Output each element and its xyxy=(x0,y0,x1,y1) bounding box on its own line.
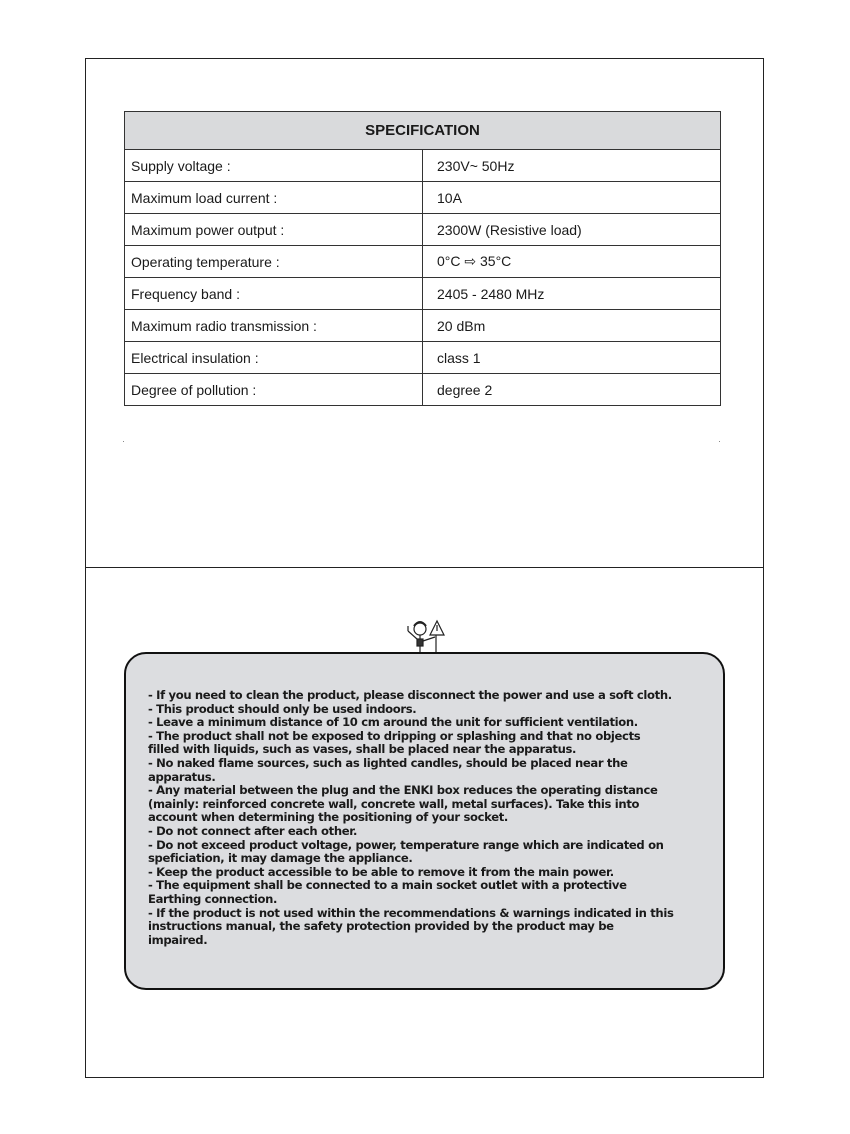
warning-line: - Leave a minimum distance of 10 cm around the unit for sufficient ventilation. xyxy=(148,715,638,730)
spec-row xyxy=(125,342,721,374)
spec-value: degree 2 xyxy=(423,374,721,406)
warning-line: (mainly: reinforced concrete wall, concrete wall, metal surfaces). Take this into xyxy=(148,796,640,811)
spec-row xyxy=(125,278,721,310)
spec-label: Maximum radio transmission : xyxy=(125,310,423,342)
spec-value: 10A xyxy=(423,182,721,214)
spec-label: Degree of pollution : xyxy=(125,374,423,406)
spec-label: Electrical insulation : xyxy=(125,342,423,374)
spec-label: Supply voltage : xyxy=(125,150,423,182)
section-divider xyxy=(85,567,764,568)
specification-table xyxy=(124,111,721,406)
warning-line: instructions manual, the safety protection provided by the product may be xyxy=(148,919,614,934)
warning-line: apparatus. xyxy=(148,769,216,784)
specification-title: SPECIFICATION xyxy=(125,112,721,150)
mark xyxy=(123,441,124,442)
warning-line: - The equipment shall be connected to a main socket outlet with a protective xyxy=(148,878,627,893)
spec-row xyxy=(125,214,721,246)
warning-line: - If the product is not used within the recommendations & warnings indicated in this xyxy=(148,905,674,920)
spec-value: 230V~ 50Hz xyxy=(423,150,721,182)
spec-label: Maximum load current : xyxy=(125,182,423,214)
spec-label: Maximum power output : xyxy=(125,214,423,246)
mark xyxy=(719,441,720,442)
warning-line: - Any material between the plug and the ENKI box reduces the operating distance xyxy=(148,783,658,798)
spec-row xyxy=(125,310,721,342)
warning-line: - If you need to clean the product, please disconnect the power and use a soft cloth. xyxy=(148,688,672,702)
spec-row xyxy=(125,246,721,278)
warning-line: - Do not connect after each other. xyxy=(148,823,357,838)
warning-line: filled with liquids, such as vases, shall be placed near the apparatus. xyxy=(148,742,577,757)
warning-line: - Do not exceed product voltage, power, temperature range which are indicated on xyxy=(148,837,664,852)
spec-row xyxy=(125,182,721,214)
warning-line: - No naked flame sources, such as lighted candles, should be placed near the xyxy=(148,755,628,770)
spec-value: 0°C ⇨ 35°C xyxy=(423,246,721,278)
spec-label: Frequency band : xyxy=(125,278,423,310)
spec-row xyxy=(125,150,721,182)
spec-value: 2405 - 2480 MHz xyxy=(423,278,721,310)
warning-line: - This product should only be used indoors. xyxy=(148,701,417,716)
warning-line: impaired. xyxy=(148,932,208,947)
warning-line: account when determining the positioning of your socket. xyxy=(148,810,508,825)
warning-line: - Keep the product accessible to be able to remove it from the main power. xyxy=(148,864,614,879)
spec-value: 2300W (Resistive load) xyxy=(423,214,721,246)
warning-line: - The product shall not be exposed to dripping or splashing and that no objects xyxy=(148,728,641,743)
warning-line: Earthing connection. xyxy=(148,891,278,906)
spec-value: class 1 xyxy=(423,342,721,374)
spec-value: 20 dBm xyxy=(423,310,721,342)
spec-row xyxy=(125,374,721,406)
spec-label: Operating temperature : xyxy=(125,246,423,278)
warning-line: speficiation, it may damage the appliance. xyxy=(148,851,413,866)
warnings-text xyxy=(148,689,718,947)
